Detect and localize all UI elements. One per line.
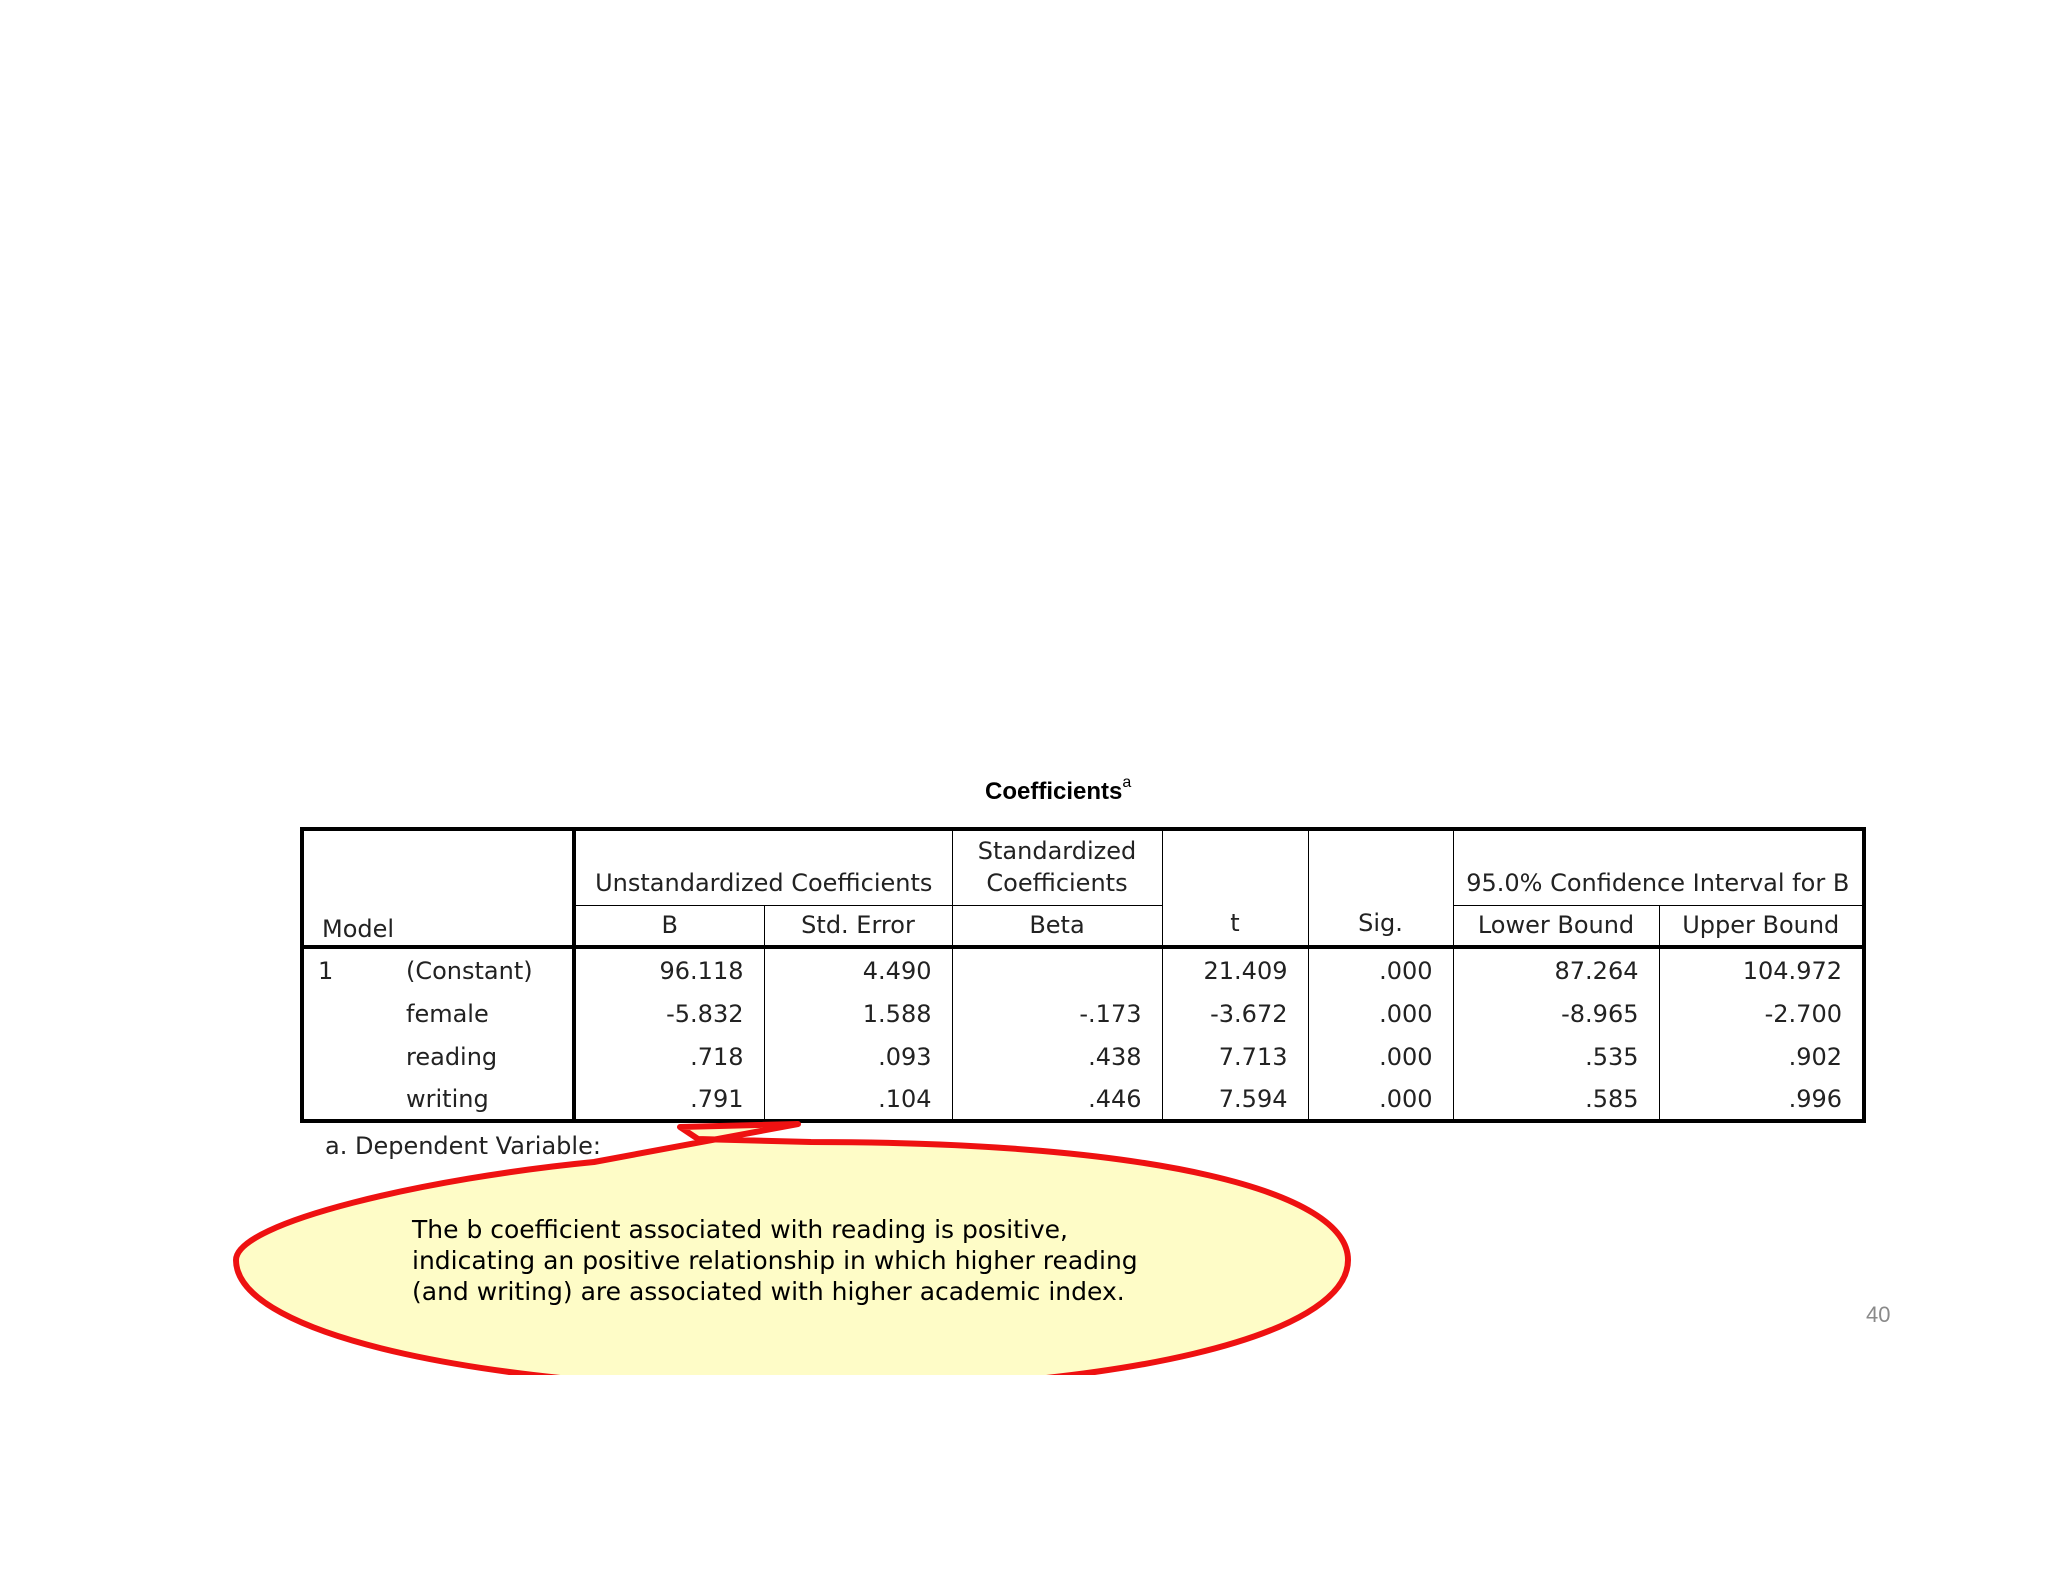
header-beta: Beta xyxy=(952,905,1162,947)
header-standardized-line1: Standardized xyxy=(977,836,1137,865)
cell-t: 7.594 xyxy=(1162,1078,1308,1121)
header-sig: Sig. xyxy=(1308,829,1453,947)
cell-b: 96.118 xyxy=(574,947,764,992)
callout-line-3: (and writing) are associated with higher academic index. xyxy=(412,1277,1125,1306)
cell-variable: (Constant) xyxy=(406,947,574,992)
header-model: Model xyxy=(302,829,574,947)
cell-t: -3.672 xyxy=(1162,992,1308,1035)
cell-upper-bound: .996 xyxy=(1788,1084,1842,1113)
header-standardized xyxy=(952,829,1162,905)
table-row xyxy=(302,947,1864,992)
header-t: t xyxy=(1162,829,1308,947)
cell-std-error: 1.588 xyxy=(764,992,952,1035)
header-standardized-line2: Coefficients xyxy=(986,868,1128,897)
cell-b: .791 xyxy=(574,1078,764,1121)
header-confidence-interval: 95.0% Confidence Interval for B xyxy=(1453,829,1864,905)
cell-lower-bound: .585 xyxy=(1453,1078,1659,1121)
cell-lower-bound: -8.965 xyxy=(1453,992,1659,1035)
table-title-text: Coefficients xyxy=(985,778,1123,805)
header-b: B xyxy=(574,905,764,947)
cell-b: .718 xyxy=(574,1035,764,1078)
cell-sig: .000 xyxy=(1308,992,1453,1035)
cell-sig: .000 xyxy=(1308,1078,1453,1121)
cell-beta: .446 xyxy=(952,1078,1162,1121)
cell-beta: .438 xyxy=(952,1035,1162,1078)
table-title xyxy=(985,774,1132,806)
cell-model xyxy=(302,992,406,1035)
cell-t: 21.409 xyxy=(1162,947,1308,992)
cell-upper-bound: .902 xyxy=(1788,1042,1842,1071)
table-title-superscript: a xyxy=(1122,774,1132,791)
cell-t: 7.713 xyxy=(1162,1035,1308,1078)
callout-line-2: indicating an positive relationship in which higher reading xyxy=(412,1246,1138,1275)
cell-lower-bound: 87.264 xyxy=(1453,947,1659,992)
callout-text xyxy=(412,1214,1232,1307)
cell-std-error: 4.490 xyxy=(764,947,952,992)
header-lower-bound: Lower Bound xyxy=(1453,905,1659,947)
cell-variable: reading xyxy=(406,1035,574,1078)
cell-std-error: .093 xyxy=(764,1035,952,1078)
header-upper-bound: Upper Bound xyxy=(1659,905,1864,947)
cell-variable: female xyxy=(406,992,574,1035)
callout-line-1: The b coefficient associated with reading is positive, xyxy=(412,1215,1069,1244)
header-unstandardized: Unstandardized Coefficients xyxy=(574,829,952,905)
cell-variable: writing xyxy=(406,1078,574,1121)
cell-upper-bound: 104.972 xyxy=(1742,956,1842,985)
coefficients-table xyxy=(300,827,1866,1123)
cell-model: 1 xyxy=(318,956,334,985)
cell-b: -5.832 xyxy=(574,992,764,1035)
table-row xyxy=(302,992,1864,1035)
cell-model xyxy=(302,1035,406,1078)
cell-sig: .000 xyxy=(1308,1035,1453,1078)
table-row xyxy=(302,1035,1864,1078)
cell-std-error: .104 xyxy=(764,1078,952,1121)
cell-upper-bound: -2.700 xyxy=(1764,999,1842,1028)
cell-beta xyxy=(952,947,1162,992)
cell-sig: .000 xyxy=(1308,947,1453,992)
header-std-error: Std. Error xyxy=(764,905,952,947)
cell-lower-bound: .535 xyxy=(1453,1035,1659,1078)
page-number: 40 xyxy=(1866,1302,1891,1327)
table-footnote: a. Dependent Variable: xyxy=(325,1132,601,1160)
cell-beta: -.173 xyxy=(952,992,1162,1035)
